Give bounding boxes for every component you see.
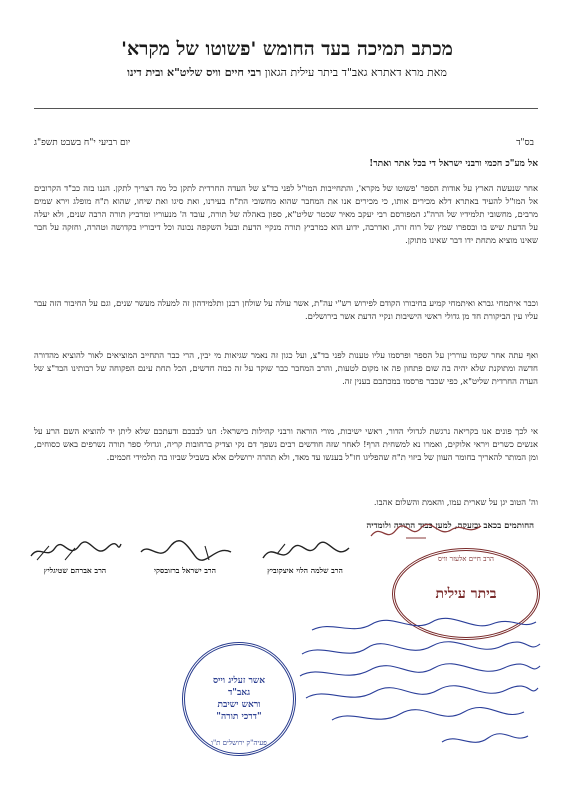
page-subtitle bbox=[0, 66, 574, 79]
signature-block-3 bbox=[20, 538, 130, 575]
signature-scribble-1 bbox=[255, 538, 355, 566]
signatures-heading: החותמים בכאב ובזעקה, למען כבוד התורה ולומדיה bbox=[366, 521, 534, 531]
greeting: אל מע"כ חכמי ורבני ישראל די בכל אתר ואתר! bbox=[369, 159, 538, 169]
stamp-line-3: וראש ישיבת bbox=[217, 700, 261, 710]
stamp-ring-text-bottom: פעיה"ק ירושלים ת"ו bbox=[211, 739, 267, 747]
paragraph-1: אחר שנעשה הארץ על אודות הספר 'פשוטו של מקרא', והתחייבות המו"ל לפני בד"צ של העדה החרדית לתקן כל מה דצריך לתקן. הננו בזה כב"ד הקרובים אל המו"ל להעיד באתרא דלא מכירים אותו, כי מכירים אנו את המחבר שהוא מחשובי הת"ח בעירנו, ואת סיגו ואת שיחו, שהוא ת"ח מופלג וירא שמים מרבים, מחשובי תלמידיו של הרה"ג המפורסם רבי יעקב מאיר שכטר שליט"א, ספון באהלה של תורה, עובד ה' מנעוריו ומרביץ תורה הרבה שנים, ולא יעלה על הדעת שיש בו ובספרו שמץ של רוח זרה, ואדרבה, ידוע הוא כמרביץ תורה מנקיי הדעת ובעל השקפה נכונה וכל דיבוריו בקדושה וטהרה, וחזקה על חבר שאינו מוציא מתחת ידו דבר שאינו מתוקן. bbox=[34, 183, 538, 245]
bsd-mark: בס"ד bbox=[516, 138, 534, 148]
signer-name-2: הרב ישראל ברזובסקי bbox=[153, 566, 217, 575]
signature-scribble-2 bbox=[135, 538, 235, 566]
handwritten-signature-top bbox=[366, 518, 486, 548]
subtitle-prefix: מאת מרא דאתרא גאב"ד ביתר עילית הגאון bbox=[264, 66, 447, 79]
stamp-center-text-top: ביתר עילית bbox=[435, 585, 497, 602]
signer-name-1: הרב שלמה הלוי איצקוביץ bbox=[267, 566, 343, 575]
stamp-ring-text-top: הרב חיים אלעזר וויס bbox=[438, 555, 494, 563]
signature-block-1 bbox=[250, 538, 360, 575]
signature-block-2 bbox=[130, 538, 240, 575]
signer-name-3: הרב אברהם שטיגליץ bbox=[43, 566, 107, 575]
subtitle-bold: רבי חיים וויס שליט"א ובית דינו bbox=[127, 66, 262, 79]
paragraph-2: וכבר איתמחי גברא ואיתמחי קמיע בחיבורו הקודם לפירוש רש"י עה"ת, אשר עולה על שולחן רבנן ותלמידהון זה למעלה מעשר שנים, וגם על החיבור הזה עבר עליו עין הביקורת חד מן גדולי ראשי הישיבות ונקיי הדעת אשר בירושלים. bbox=[34, 298, 538, 321]
signature-scribble-3 bbox=[25, 538, 125, 566]
header-divider bbox=[34, 108, 538, 109]
paragraph-3: ואף עתה אחר שקמו עוררין על הספר ופרסמו עליו טענות לפני בד"צ, ועל כגון זה נאמר שגיאות מי יבין, הרי כבר התחייב המוציאים לאור להוציא מהדורה חדשה ומתוקנת שלא יהיה בה שום פתחון פה או מקום לטעות, והרב המחבר כבר שוקד על זה כמה חדשים, הכל תחת עינם הפקוחה של רבותינו הבד"צ של העדה החרדית שליט"א, כפי שכבר פרסמו במכתבם בענין זה. bbox=[34, 350, 538, 386]
paragraph-4: אי לכך פונים אנו בקריאה נרגשת לגדולי הדור, ראשי ישיבות, מורי הוראה ורבני קהילות בישראל: חנו לבבכם ודעתכם שלא ליתן יד להוציא השם הרע על אנשים כשרים ויראי אלוקים, ואמרו נא למשחית הרף! לאחר שזה חודשים רבים נשפך דם נקי וצדיק ברחובות קריה, וגדולי ספר תורה נשרפים באש כסוחים, ומן המותר להאריך בחומר העוון של ביזוי ת"ח שהפליגו חז"ל בענשו עד מאד, ולא תהרה ירושלים אלא בשביל שביזו בה תלמידי חכמים. bbox=[34, 426, 538, 462]
handwritten-note bbox=[292, 612, 544, 762]
page-title: מכתב תמיכה בעד החומש 'פשוטו של מקרא' bbox=[121, 38, 453, 60]
stamp-center-text-bottom bbox=[213, 675, 265, 723]
rabbi-stamp-blue bbox=[182, 642, 296, 756]
stamp-line-4: "דרכי תורה" bbox=[216, 712, 262, 722]
letter-date: יום רביעי י"ח בשבט תשפ"ג bbox=[34, 138, 131, 148]
closing-line: וה' הטוב יגן על שארית עמו, והאמת והשלום אהבו. bbox=[373, 497, 538, 507]
stamp-line-2: גאב"ד bbox=[227, 688, 251, 698]
stamp-line-1: אשר זעליג וייס bbox=[212, 676, 266, 686]
